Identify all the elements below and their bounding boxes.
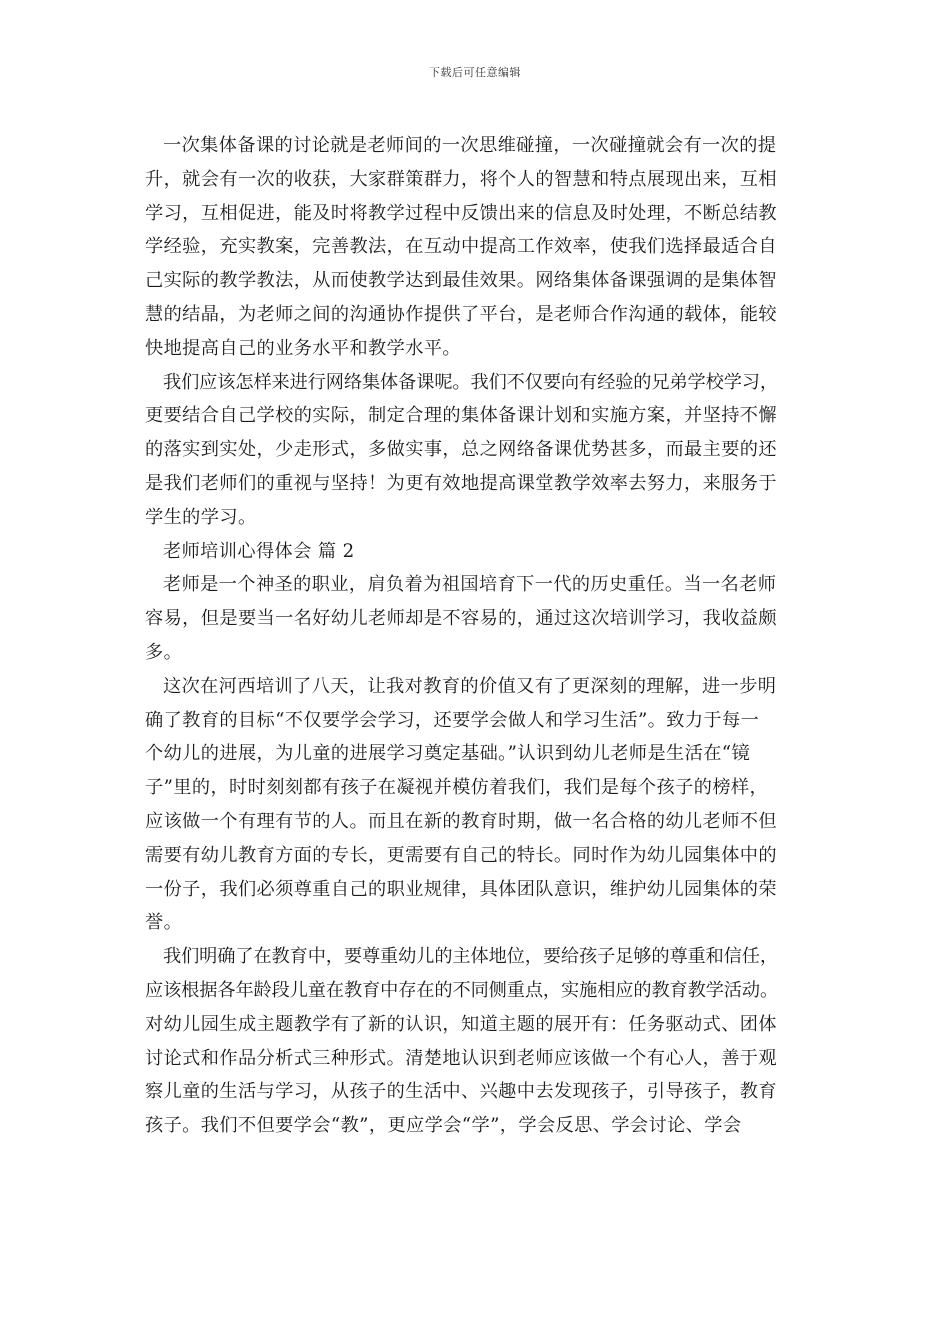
text-line: 是我们老师们的重视与坚持！为更有效地提高课堂教学效率去努力，来服务于 — [145, 472, 777, 494]
section-heading — [145, 535, 820, 569]
text-line: 需要有幼儿教育方面的专长，更需要有自己的特长。同时作为幼儿园集体中的 — [145, 844, 777, 866]
text-line: 讨论式和作品分析式三种形式。清楚地认识到老师应该做一个有心人，善于观 — [145, 1047, 777, 1069]
paragraph — [145, 670, 820, 940]
text-line: 多。 — [145, 641, 183, 663]
text-line: 升，就会有一次的收获，大家群策群力，将个人的智慧和特点展现出来，互相 — [145, 168, 777, 190]
text-line: 学经验，充实教案，完善教法，在互动中提高工作效率，使我们选择最适合自 — [145, 236, 777, 258]
text-line: 这次在河西培训了八天，让我对教育的价值又有了更深刻的理解，进一步明 — [163, 675, 777, 697]
text-line: 快地提高自己的业务水平和教学水平。 — [145, 337, 461, 359]
text-line: 慧的结晶，为老师之间的沟通协作提供了平台，是老师合作沟通的载体，能较 — [145, 303, 777, 325]
paragraph — [145, 940, 820, 1143]
text-line: 我们应该怎样来进行网络集体备课呢。我们不仅要向有经验的兄弟学校学习， — [163, 371, 778, 393]
paragraph — [145, 366, 820, 535]
text-line: 对幼儿园生成主题教学有了新的认识，知道主题的展开有：任务驱动式、团体 — [145, 1013, 777, 1035]
text-line: 确了教育的目标“不仅要学会学习，还要学会做人和学习生活”。致力于每一 — [145, 709, 760, 731]
text-line: 更要结合自己学校的实际，制定合理的集体备课计划和实施方案，并坚持不懈 — [145, 405, 777, 427]
page-header: 下载后可任意编辑 — [429, 66, 521, 79]
paragraph — [145, 129, 820, 366]
paragraph — [145, 568, 820, 669]
text-line: 我们明确了在教育中，要尊重幼儿的主体地位，要给孩子足够的尊重和信任， — [163, 946, 778, 968]
text-line: 己实际的教学教法，从而使教学达到最佳效果。网络集体备课强调的是集体智 — [145, 270, 777, 292]
text-line: 一份子，我们必须尊重自己的职业规律，具体团队意识，维护幼儿园集体的荣 — [145, 878, 777, 900]
text-line: 个幼儿的进展，为儿童的进展学习奠定基础。”认识到幼儿老师是生活在“镜 — [145, 743, 751, 765]
text-line: 老师是一个神圣的职业，肩负着为祖国培育下一代的历史重任。当一名老师 — [163, 574, 777, 596]
text-line: 誉。 — [145, 912, 183, 934]
text-line: 学生的学习。 — [145, 506, 257, 528]
text-line: 察儿童的生活与学习，从孩子的生活中、兴趣中去发现孩子，引导孩子，教育 — [145, 1081, 777, 1103]
text-line: 应该做一个有理有节的人。而且在新的教育时期，做一名合格的幼儿老师不但 — [145, 810, 777, 832]
text-line: 子”里的，时时刻刻都有孩子在凝视并模仿着我们，我们是每个孩子的榜样， — [145, 777, 769, 799]
text-line: 应该根据各年龄段儿童在教育中存在的不同侧重点，实施相应的教育教学活动。 — [145, 979, 779, 1001]
heading-text: 老师培训心得体会 篇 2 — [163, 540, 355, 562]
text-line: 的落实到实处，少走形式，多做实事，总之网络备课优势甚多，而最主要的还 — [145, 439, 777, 461]
text-line: 学习，互相促进，能及时将教学过程中反馈出来的信息及时处理，不断总结教 — [145, 202, 777, 224]
text-line: 孩子。我们不但要学会“教”，更应学会“学”，学会反思、学会讨论、学会 — [145, 1115, 742, 1137]
text-line: 一次集体备课的讨论就是老师间的一次思维碰撞，一次碰撞就会有一次的提 — [163, 135, 777, 156]
text-line: 容易，但是要当一名好幼儿老师却是不容易的，通过这次培训学习，我收益颇 — [145, 608, 777, 630]
document-body — [145, 129, 820, 1143]
